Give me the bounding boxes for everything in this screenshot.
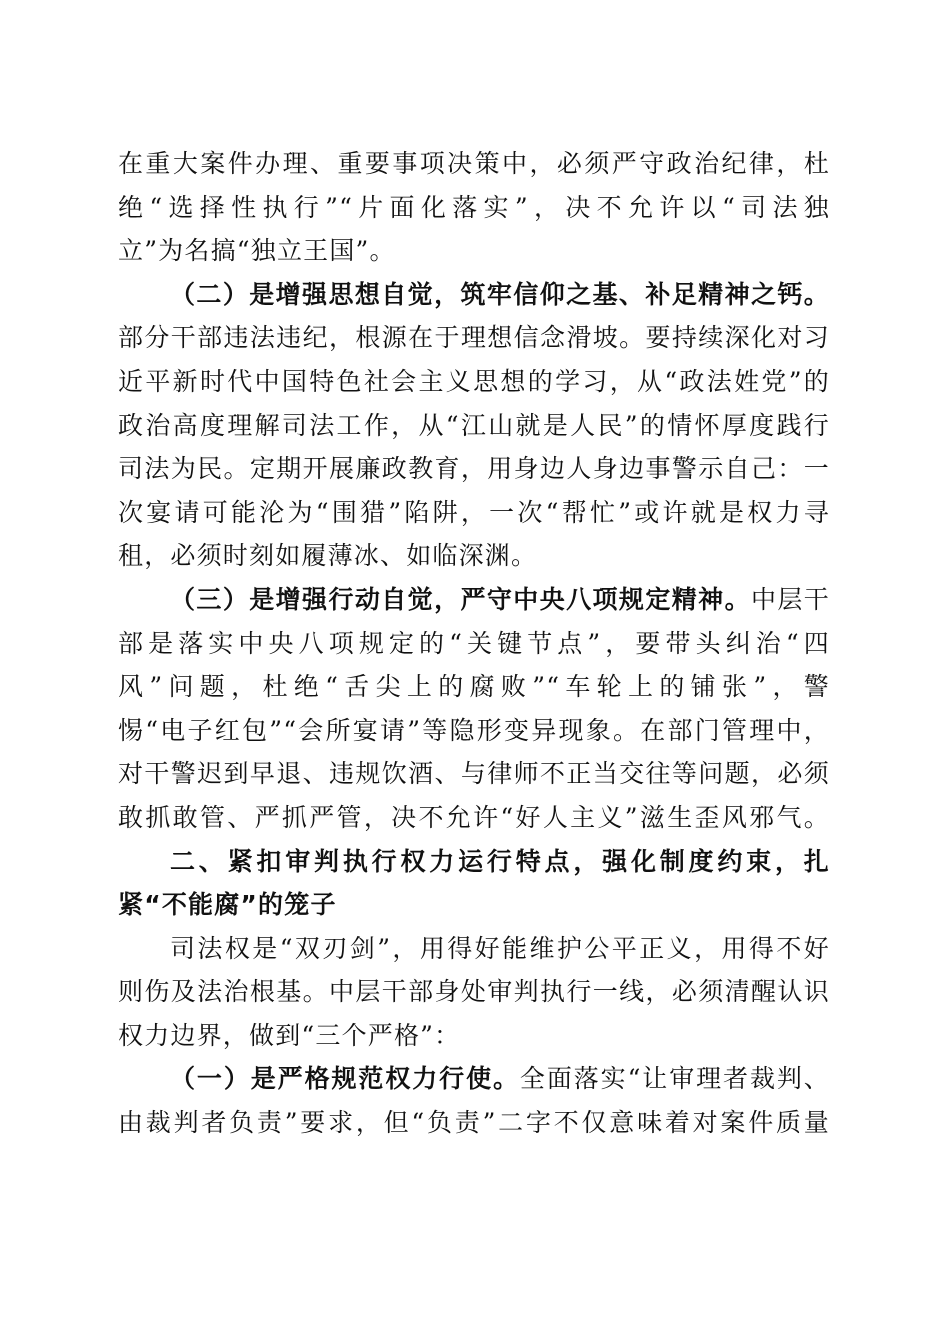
paragraph-line: 对干警迟到早退、违规饮酒、与律师不正当交往等问题，必须 bbox=[118, 759, 830, 789]
paragraph-line: 绝“选择性执行”“片面化落实”，决不允许以“司法独 bbox=[118, 192, 830, 222]
paragraph-line: 政治高度理解司法工作，从“江山就是人民”的情怀厚度践行 bbox=[118, 410, 830, 440]
paragraph-line: 租，必须时刻如履薄冰、如临深渊。 bbox=[118, 541, 538, 571]
paragraph-line: 次宴请可能沦为“围猎”陷阱，一次“帮忙”或许就是权力寻 bbox=[118, 497, 830, 527]
paragraph-line: 部分干部违法违纪，根源在于理想信念滑坡。要持续深化对习 bbox=[118, 323, 830, 353]
paragraph-line: 部是落实中央八项规定的“关键节点”，要带头纠治“四 bbox=[118, 628, 830, 658]
paragraph-line: 在重大案件办理、重要事项决策中，必须严守政治纪律，杜 bbox=[118, 149, 830, 178]
paragraph-line: 近平新时代中国特色社会主义思想的学习，从“政法姓党”的 bbox=[118, 366, 830, 396]
paragraph-line: 敢抓敢管、严抓严管，决不允许“好人主义”滋生歪风邪气。 bbox=[118, 802, 830, 832]
document-body bbox=[118, 142, 830, 1145]
section-subheading-3: （三）是增强行动自觉，严守中央八项规定精神。中层干 bbox=[170, 584, 831, 614]
section-heading-2-cont: 紧“不能腐”的笼子 bbox=[118, 890, 337, 920]
paragraph-line: 则伤及法治根基。中层干部身处审判执行一线，必须清醒认识 bbox=[118, 977, 830, 1007]
paragraph-line: 司法为民。定期开展廉政教育，用身边人身边事警示自己：一 bbox=[118, 454, 830, 484]
paragraph-line: 权力边界，做到“三个严格”： bbox=[118, 1020, 461, 1050]
section-subheading-2: （二）是增强思想自觉，筑牢信仰之基、补足精神之钙。 bbox=[170, 279, 830, 309]
paragraph-line: 司法权是“双刃剑”，用得好能维护公平正义，用得不好 bbox=[170, 933, 830, 963]
paragraph-line: 惕“电子红包”“会所宴请”等隐形变异现象。在部门管理中， bbox=[118, 715, 830, 745]
paragraph-line: 立”为名搞“独立王国”。 bbox=[118, 236, 396, 266]
section-heading-2: 二、紧扣审判执行权力运行特点，强化制度约束，扎 bbox=[170, 846, 830, 876]
section-subheading-1: （一）是严格规范权力行使。全面落实“让审理者裁判、 bbox=[170, 1064, 830, 1094]
paragraph-line: 由裁判者负责”要求，但“负责”二字不仅意味着对案件质量 bbox=[118, 1108, 830, 1138]
paragraph-line: 风”问题，杜绝“舌尖上的腐败”“车轮上的铺张”，警 bbox=[118, 672, 830, 702]
